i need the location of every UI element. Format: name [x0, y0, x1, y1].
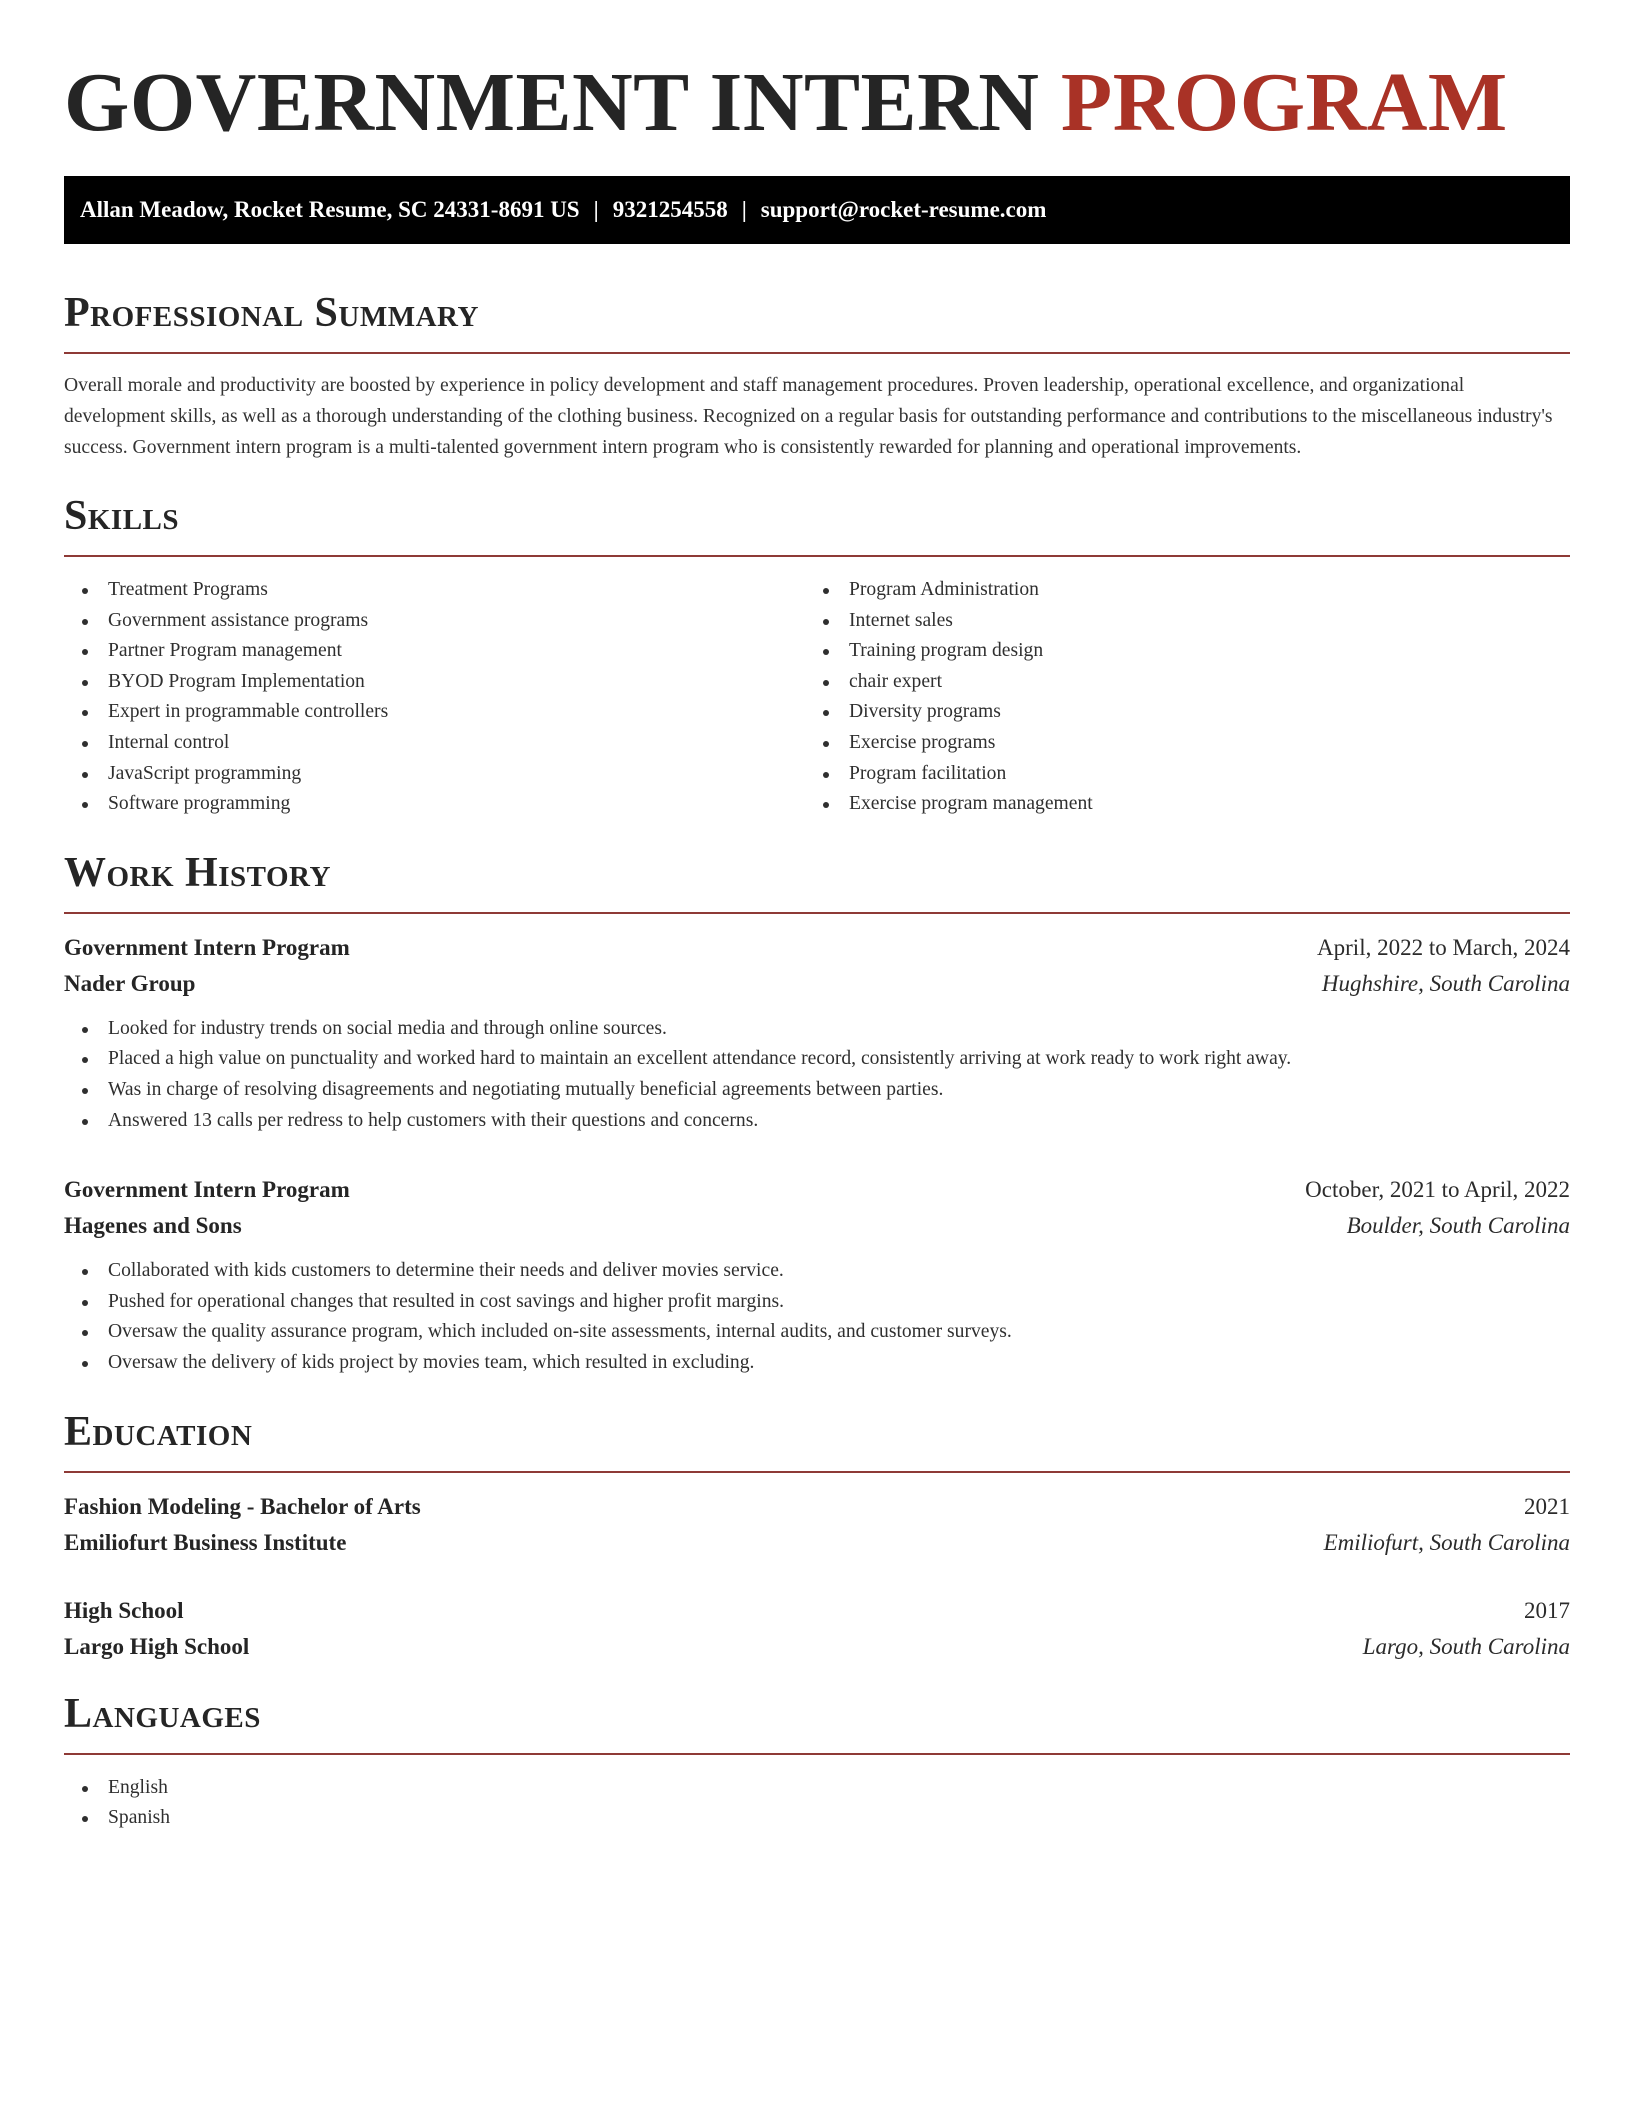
skill-item: Internet sales — [805, 606, 1546, 637]
section-divider — [64, 1471, 1570, 1473]
skill-item: Software programming — [64, 789, 805, 820]
resume-page — [64, 0, 1570, 1834]
summary-section — [64, 288, 1570, 463]
section-divider — [64, 352, 1570, 354]
job-bullets — [64, 1256, 1570, 1378]
contact-separator: | — [741, 197, 747, 222]
skill-item: chair expert — [805, 667, 1546, 698]
skill-item: Internal control — [64, 728, 805, 759]
education-entry — [64, 1593, 1570, 1665]
contact-phone[interactable]: 9321254558 — [612, 197, 728, 222]
job-title: Government Intern Program — [64, 1177, 350, 1203]
job-bullet: Placed a high value on punctuality and worked hard to maintain an excellent attendance record, consistently arriving at work ready to work right away. — [64, 1044, 1570, 1075]
skill-item: Program facilitation — [805, 759, 1546, 790]
job-header-row — [64, 1172, 1570, 1208]
skill-item: Expert in programmable controllers — [64, 697, 805, 728]
skill-item: Diversity programs — [805, 697, 1546, 728]
languages-list — [64, 1773, 1570, 1834]
skill-item: Exercise program management — [805, 789, 1546, 820]
job-company-row — [64, 1208, 1570, 1244]
job-header-row — [64, 930, 1570, 966]
skill-item: Partner Program management — [64, 636, 805, 667]
education-year: 2017 — [1524, 1597, 1570, 1623]
skill-item: JavaScript programming — [64, 759, 805, 790]
contact-address: Allan Meadow, Rocket Resume, SC 24331-8691 US — [80, 197, 580, 222]
skill-item: Exercise programs — [805, 728, 1546, 759]
language-item: English — [64, 1773, 1570, 1804]
education-location: Largo, South Carolina — [1362, 1633, 1570, 1659]
job-dates: April, 2022 to March, 2024 — [1317, 934, 1570, 960]
summary-heading: Professional Summary — [64, 290, 479, 336]
job-bullet: Oversaw the quality assurance program, which included on-site assessments, internal audits, and customer surveys. — [64, 1317, 1570, 1348]
job-bullet: Was in charge of resolving disagreements and negotiating mutually beneficial agreements between parties. — [64, 1075, 1570, 1106]
skills-list-left — [64, 575, 805, 820]
resume-title — [64, 0, 1570, 148]
section-divider — [64, 912, 1570, 914]
education-degree: Fashion Modeling - Bachelor of Arts — [64, 1493, 421, 1519]
skills-list-right — [805, 575, 1546, 820]
job-entry — [64, 930, 1570, 1136]
title-main: GOVERNMENT INTERN — [64, 56, 1040, 149]
education-location: Emiliofurt, South Carolina — [1323, 1529, 1570, 1555]
education-degree: High School — [64, 1597, 184, 1623]
section-divider — [64, 555, 1570, 557]
skills-heading: Skills — [64, 493, 180, 539]
languages-heading: Languages — [64, 1690, 261, 1737]
section-divider — [64, 1753, 1570, 1755]
education-heading: Education — [64, 1408, 253, 1455]
title-accent: PROGRAM — [1060, 56, 1508, 149]
job-dates: October, 2021 to April, 2022 — [1305, 1177, 1570, 1203]
job-company: Hagenes and Sons — [64, 1213, 242, 1239]
skills-grid — [64, 575, 1570, 820]
skill-item: BYOD Program Implementation — [64, 667, 805, 698]
education-school-row — [64, 1629, 1570, 1665]
job-bullet: Answered 13 calls per redress to help customers with their questions and concerns. — [64, 1106, 1570, 1137]
work-history-heading: Work History — [64, 849, 331, 896]
education-school-row — [64, 1525, 1570, 1561]
job-bullet: Collaborated with kids customers to determine their needs and deliver movies service. — [64, 1256, 1570, 1287]
education-section — [64, 1407, 1570, 1665]
job-company-row — [64, 966, 1570, 1002]
education-school: Emiliofurt Business Institute — [64, 1529, 347, 1555]
job-title: Government Intern Program — [64, 934, 350, 960]
skill-item: Government assistance programs — [64, 606, 805, 637]
contact-bar — [64, 176, 1570, 244]
job-entry — [64, 1172, 1570, 1378]
work-history-section — [64, 848, 1570, 1379]
skill-item: Treatment Programs — [64, 575, 805, 606]
skill-item: Program Administration — [805, 575, 1546, 606]
job-bullet: Looked for industry trends on social media and through online sources. — [64, 1014, 1570, 1045]
education-year: 2021 — [1524, 1493, 1570, 1519]
job-location: Hughshire, South Carolina — [1321, 970, 1570, 996]
job-company: Nader Group — [64, 970, 196, 996]
job-bullet: Pushed for operational changes that resulted in cost savings and higher profit margins. — [64, 1287, 1570, 1318]
contact-email[interactable]: support@rocket-resume.com — [760, 197, 1047, 222]
summary-text: Overall morale and productivity are boosted by experience in policy development and staff management procedures. Proven leadership, operational excellence, and organizational development skills, as well as a thorough understanding of the clothing business. Recognized on a regular basis for outstanding performance and contributions to the miscellaneous industry's success. Government intern program is a multi-talented government intern program who is consistently rewarded for planning and operational improvements. — [64, 375, 1553, 458]
education-entry — [64, 1489, 1570, 1561]
education-degree-row — [64, 1593, 1570, 1629]
job-location: Boulder, South Carolina — [1346, 1213, 1570, 1239]
languages-section — [64, 1689, 1570, 1834]
language-item: Spanish — [64, 1803, 1570, 1834]
education-degree-row — [64, 1489, 1570, 1525]
contact-separator: | — [593, 197, 599, 222]
job-bullets — [64, 1014, 1570, 1136]
skills-section — [64, 491, 1570, 820]
job-bullet: Oversaw the delivery of kids project by movies team, which resulted in excluding. — [64, 1348, 1570, 1379]
education-school: Largo High School — [64, 1633, 250, 1659]
skill-item: Training program design — [805, 636, 1546, 667]
